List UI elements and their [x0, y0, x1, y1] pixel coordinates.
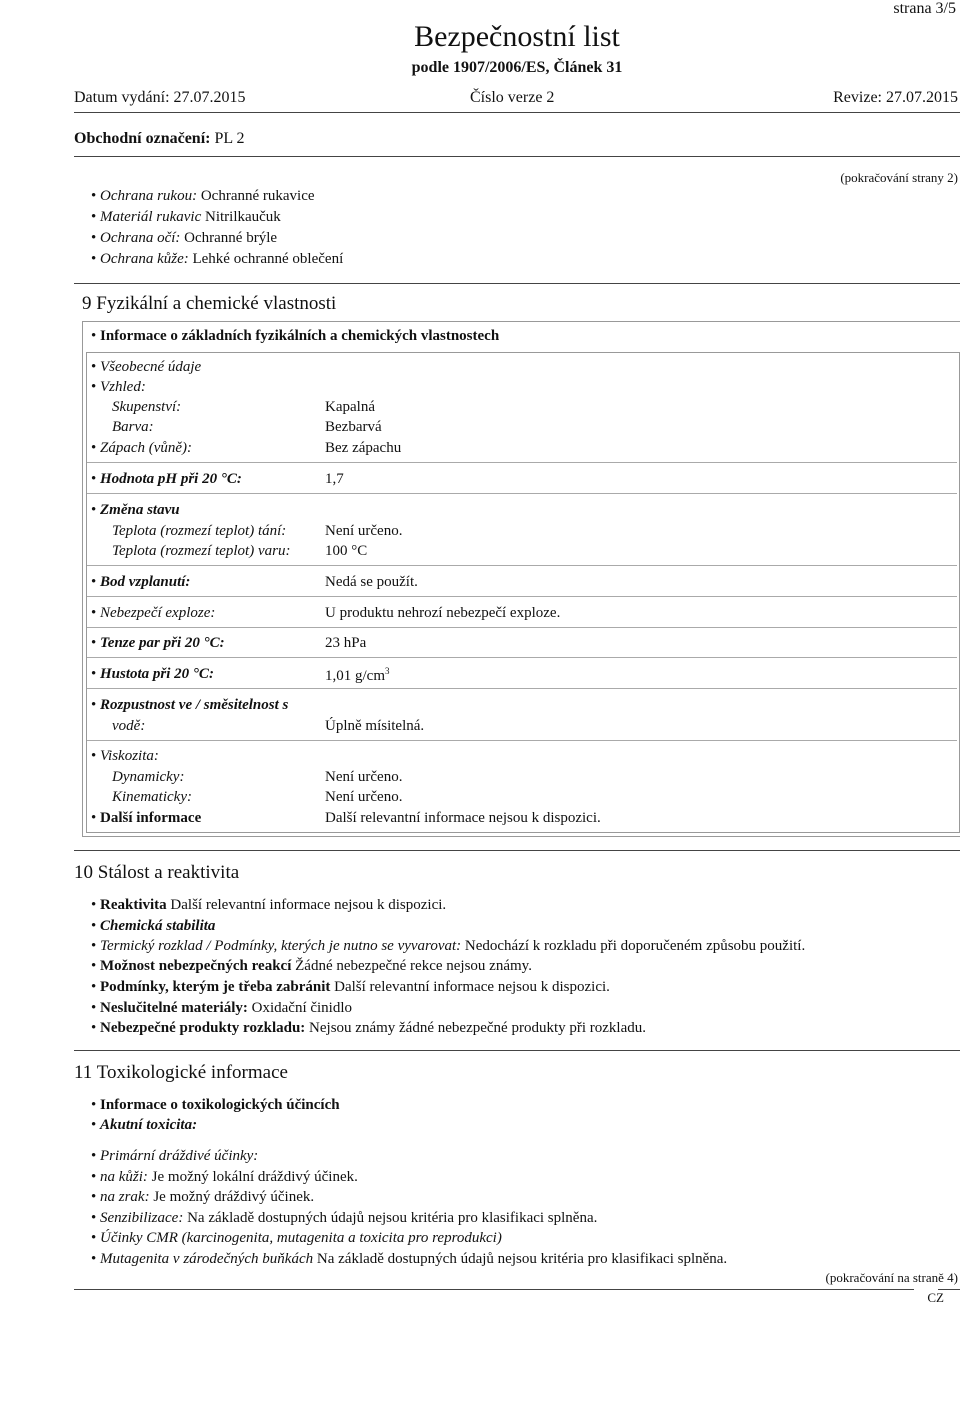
properties-box	[86, 352, 960, 833]
list-item: • Ochrana kůže: Lehké ochranné oblečení	[91, 251, 343, 268]
trade-name-divider	[74, 156, 960, 157]
list-item: • Akutní toxicita:	[91, 1117, 197, 1134]
odor-label: • Zápach (vůně):	[91, 440, 192, 457]
row-divider	[87, 493, 957, 494]
flash-point-value: Nedá se použít.	[325, 574, 418, 590]
list-item: • Reaktivita Další relevantní informace nejsou k dispozici.	[91, 897, 446, 914]
info-heading: • Informace o základních fyzikálních a chemických vlastnostech	[91, 328, 499, 345]
page-number: strana 3/5	[893, 0, 956, 17]
row-divider	[87, 462, 957, 463]
trade-name-value: PL 2	[214, 130, 245, 147]
general-heading: • Všeobecné údaje	[91, 359, 201, 376]
viscosity-heading: • Viskozita:	[91, 748, 159, 765]
state-change-heading: • Změna stavu	[91, 502, 180, 519]
section-9-title: 9 Fyzikální a chemické vlastnosti	[82, 293, 337, 314]
color-label: Barva:	[112, 419, 154, 435]
list-item: • Podmínky, kterým je třeba zabránit Další relevantní informace nejsou k dispozici.	[91, 979, 610, 996]
state-label: Skupenství:	[112, 399, 182, 415]
odor-value: Bez zápachu	[325, 440, 402, 456]
footer-divider-left	[74, 1289, 914, 1290]
solubility-value: Úplně mísitelná.	[325, 718, 425, 734]
melting-value: Není určeno.	[325, 523, 403, 539]
solubility-label: • Rozpustnost ve / směsitelnost s	[91, 697, 288, 714]
list-item: • Mutagenita v zárodečných buňkách Na základě dostupných údajů nejsou kritéria pro klasifikaci splněna.	[91, 1251, 727, 1268]
list-item: • Chemická stabilita	[91, 918, 215, 935]
vapor-pressure-value: 23 hPa	[325, 635, 367, 651]
row-divider	[87, 627, 957, 628]
ph-label: • Hodnota pH při 20 °C:	[91, 471, 242, 488]
version-number: Číslo verze 2	[470, 89, 555, 106]
explosion-label: • Nebezpečí exploze:	[91, 605, 215, 622]
list-item: • Neslučitelné materiály: Oxidační činidlo	[91, 1000, 352, 1017]
list-item: • Ochrana rukou: Ochranné rukavice	[91, 188, 315, 205]
trade-name	[74, 130, 245, 148]
other-info-label: • Další informace	[91, 810, 201, 827]
list-item: • Možnost nebezpečných reakcí Žádné nebezpečné rekce nejsou známy.	[91, 958, 532, 975]
list-item: • Primární dráždivé účinky:	[91, 1148, 258, 1165]
revision-date: Revize: 27.07.2015	[833, 89, 958, 106]
list-item: • Ochrana očí: Ochranné brýle	[91, 230, 277, 247]
explosion-value: U produktu nehrozí nebezpečí exploze.	[325, 605, 561, 621]
state-value: Kapalná	[325, 399, 375, 415]
list-item: • Senzibilizace: Na základě dostupných údajů nejsou kritéria pro klasifikaci splněna.	[91, 1210, 597, 1227]
issue-date: Datum vydání: 27.07.2015	[74, 89, 246, 106]
kinematic-label: Kinematicky:	[112, 789, 192, 805]
list-item: • na kůži: Je možný lokální dráždivý účinek.	[91, 1169, 358, 1186]
vapor-pressure-label: • Tenze par při 20 °C:	[91, 635, 225, 652]
row-divider	[87, 657, 957, 658]
boiling-label: Teplota (rozmezí teplot) varu:	[112, 543, 291, 559]
section-10-title: 10 Stálost a reaktivita	[74, 862, 240, 883]
list-item: • Informace o toxikologických účincích	[91, 1097, 340, 1114]
list-item: • Termický rozklad / Podmínky, kterých je nutno se vyvarovat: Nedochází k rozkladu při doporučeném způsobu použití.	[91, 938, 805, 955]
dynamic-value: Není určeno.	[325, 769, 403, 785]
footer-divider-right	[938, 1289, 960, 1290]
boiling-value: 100 °C	[325, 543, 368, 559]
document-title: Bezpečnostní list	[414, 20, 620, 53]
ph-value: 1,7	[325, 471, 344, 487]
row-divider	[87, 565, 957, 566]
flash-point-label: • Bod vzplanutí:	[91, 574, 190, 591]
appearance-heading: • Vzhled:	[91, 379, 146, 396]
list-item: • na zrak: Je možný dráždivý účinek.	[91, 1189, 314, 1206]
list-item: • Účinky CMR (karcinogenita, mutagenita a toxicita pro reprodukci)	[91, 1230, 502, 1247]
dynamic-label: Dynamicky:	[112, 769, 185, 785]
density-value: 1,01 $g/cm^3$	[325, 666, 390, 684]
continuation-from: (pokračování strany 2)	[840, 170, 958, 185]
section-11-title: 11 Toxikologické informace	[74, 1062, 288, 1083]
density-label: • Hustota při 20 °C:	[91, 666, 214, 683]
color-value: Bezbarvá	[325, 419, 382, 435]
section-divider	[74, 850, 960, 851]
document-subtitle: podle 1907/2006/ES, Článek 31	[411, 59, 623, 76]
kinematic-value: Není určeno.	[325, 789, 403, 805]
section-divider	[74, 283, 960, 284]
continuation-to: (pokračování na straně 4)	[825, 1270, 958, 1285]
other-info-value: Další relevantní informace nejsou k dispozici.	[325, 810, 601, 826]
list-item: • Materiál rukavic Nitrilkaučuk	[91, 209, 281, 226]
row-divider	[87, 596, 957, 597]
melting-label: Teplota (rozmezí teplot) tání:	[112, 523, 287, 539]
list-item: • Nebezpečné produkty rozkladu: Nejsou známy žádné nebezpečné produkty při rozkladu.	[91, 1020, 646, 1037]
language-code: CZ	[927, 1290, 944, 1305]
row-divider	[87, 688, 957, 689]
header-divider	[74, 112, 960, 113]
trade-name-label: Obchodní označení:	[74, 130, 211, 147]
row-divider	[87, 740, 957, 741]
section-divider	[74, 1050, 960, 1051]
solubility-label-cont: vodě:	[112, 718, 146, 734]
